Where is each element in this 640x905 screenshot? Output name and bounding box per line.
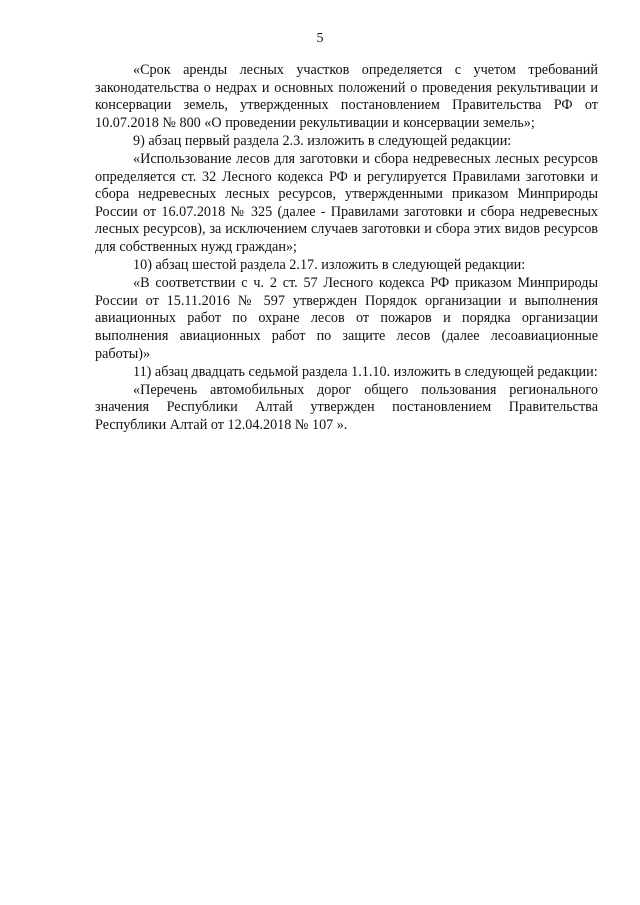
paragraph-roads-list: «Перечень автомобильных дорог общего пользования регионального значения Республики Алтай утвержден постановлением Правительства Республики Алтай от 12.04.2018 № 107 ». <box>95 381 598 433</box>
paragraph-lease-term: «Срок аренды лесных участков определяется с учетом требований законодательства о недрах и основных положений о проведения рекультивации и консервации земель, утвержденных постановлением Правительства РФ от 10.07.2018 № 800 «О проведении рекультивации и консервации земель»; <box>95 62 598 131</box>
document-body <box>95 62 598 434</box>
paragraph-aviation-works: «В соответствии с ч. 2 ст. 57 Лесного кодекса РФ приказом Минприроды России от 15.11.2016 № 597 утвержден Порядок организации и выполнения авиационных работ по охране лесов от пожаров и порядка организации выполнения авиационных работ по защите лесов (далее лесоавиационные работы)» <box>95 275 598 362</box>
paragraph-item-11: 11) абзац двадцать седьмой раздела 1.1.10. изложить в следующей редакции: <box>133 363 598 380</box>
page-number: 5 <box>316 31 324 46</box>
paragraph-item-9: 9) абзац первый раздела 2.3. изложить в следующей редакции: <box>133 132 512 149</box>
paragraph-item-10: 10) абзац шестой раздела 2.17. изложить в следующей редакции: <box>133 257 526 274</box>
paragraph-non-timber-resources: «Использование лесов для заготовки и сбора недревесных лесных ресурсов определяется ст. 32 Лесного кодекса РФ и регулируется Правилами заготовки и сбора недревесных лесных ресурсов, утвержденными приказом Минприроды России от 16.07.2018 № 325 (далее - Правилами заготовки и сбора недревесных лесных ресурсов), за исключением случаев заготовки и сбора этих видов ресурсов для собственных нужд граждан»; <box>95 150 598 255</box>
